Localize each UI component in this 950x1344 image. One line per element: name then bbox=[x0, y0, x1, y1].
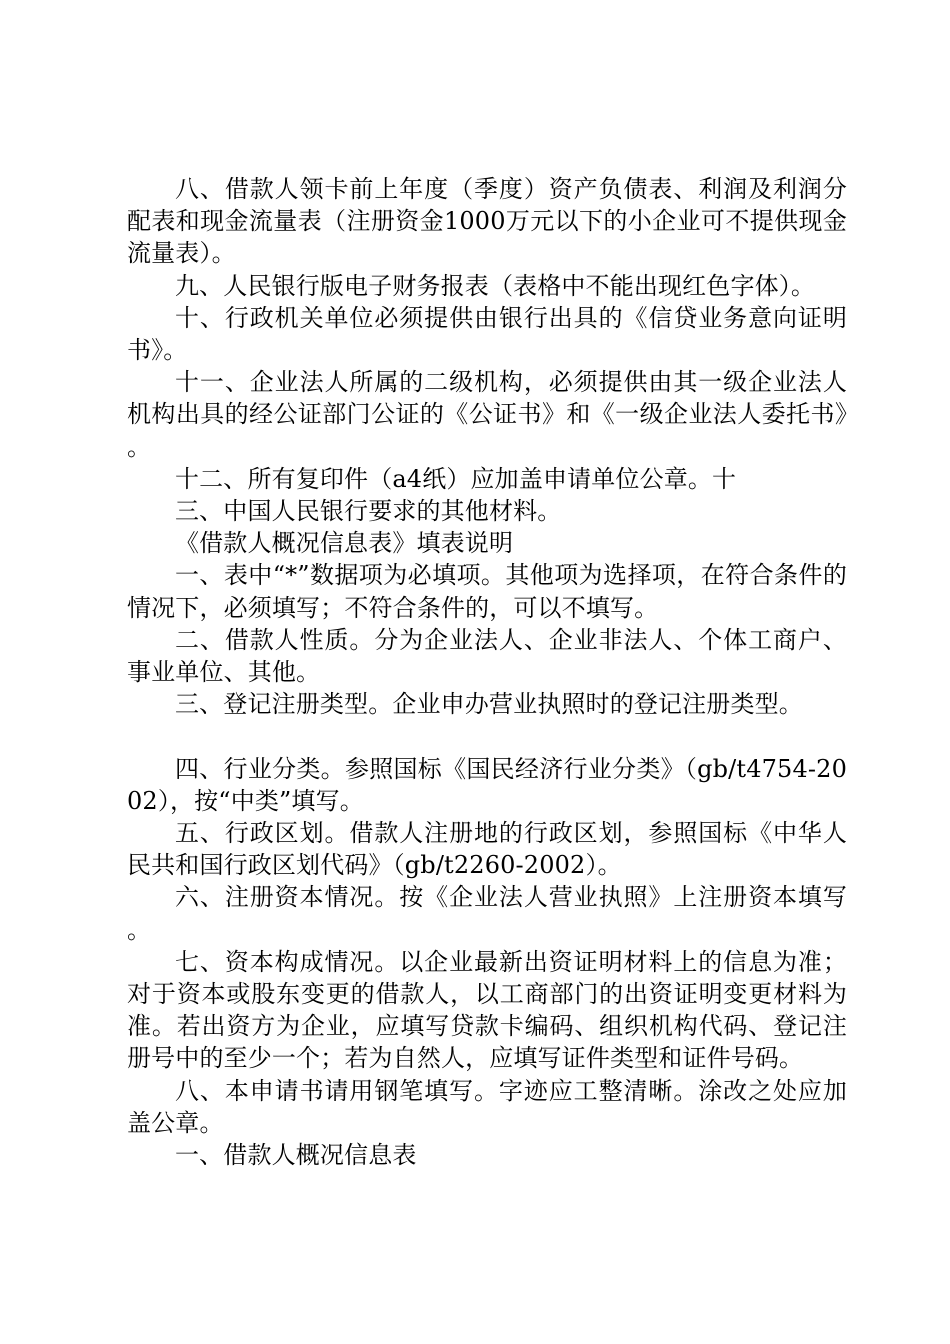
paragraph-9-electronic-reports: 九、人民银行版电子财务报表（表格中不能出现红色字体）。 bbox=[175, 271, 816, 300]
paragraph-8-financial-statements: 八、借款人领卡前上年度（季度）资产负债表、利润及利润分配表和现金流量表（注册资金1000万元以下的小企业可不提供现金流量表）。 bbox=[127, 175, 847, 268]
instruction-7-capital-structure: 七、资本构成情况。以企业最新出资证明材料上的信息为准；对于资本或股东变更的借款人，以工商部门的出资证明变更材料为准。若出资方为企业，应填写贷款卡编码、组织机构代码、登记注册号中的至少一个；若为自然人，应填写证件类型和证件号码。 bbox=[127, 947, 847, 1073]
document-body bbox=[127, 173, 847, 1171]
paragraph-10-credit-certificate: 十、行政机关单位必须提供由银行出具的《信贷业务意向证明书》。 bbox=[127, 303, 847, 365]
section-title-borrower-info-table: 一、借款人概况信息表 bbox=[175, 1141, 417, 1170]
instruction-3-registration-type: 三、登记注册类型。企业申办营业执照时的登记注册类型。 bbox=[175, 690, 803, 719]
instruction-5-administrative-division: 五、行政区划。借款人注册地的行政区划，参照国标《中华人民共和国行政区划代码》（gb/t2260-2002）。 bbox=[127, 819, 847, 880]
blank-line bbox=[127, 720, 847, 752]
instruction-2-borrower-nature: 二、借款人性质。分为企业法人、企业非法人、个体工商户、事业单位、其他。 bbox=[127, 625, 847, 687]
instruction-6-registered-capital: 六、注册资本情况。按《企业法人营业执照》上注册资本填写。 bbox=[127, 883, 847, 944]
section-title-filling-instructions: 《借款人概况信息表》填表说明 bbox=[175, 529, 514, 558]
instruction-1-required-fields: 一、表中“*”数据项为必填项。其他项为选择项，在符合条件的情况下，必须填写；不符合条件的，可以不填写。 bbox=[127, 561, 847, 622]
paragraph-13-other-materials: 三、中国人民银行要求的其他材料。 bbox=[175, 497, 562, 526]
paragraph-11-secondary-institution: 十一、企业法人所属的二级机构，必须提供由其一级企业法人机构出具的经公证部门公证的《公证书》和《一级企业法人委托书》。 bbox=[127, 368, 847, 461]
instruction-4-industry-classification: 四、行业分类。参照国标《国民经济行业分类》（gb/t4754-2002），按“中类”填写。 bbox=[127, 754, 847, 815]
instruction-8-pen-filling: 八、本申请书请用钢笔填写。字迹应工整清晰。涂改之处应加盖公章。 bbox=[127, 1076, 847, 1137]
paragraph-12-copies-seal: 十二、所有复印件（a4纸）应加盖申请单位公章。十 bbox=[175, 464, 737, 493]
